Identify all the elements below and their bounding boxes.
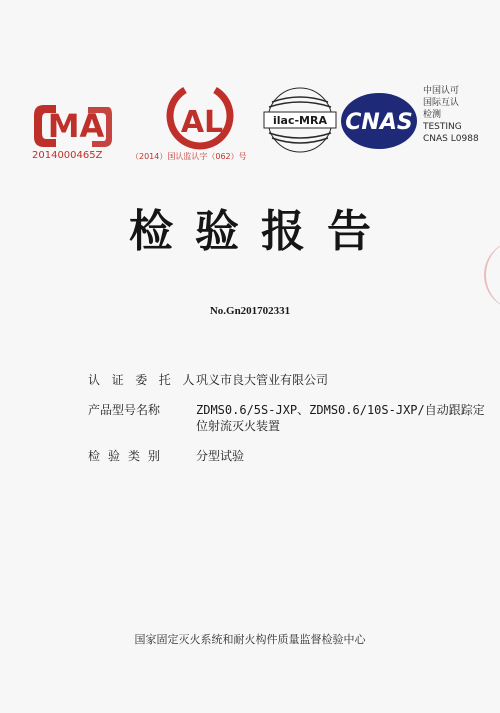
type-label: 检验类别: [88, 449, 169, 463]
cnas-line: 国际互认: [423, 98, 460, 108]
cnas-accreditation-text: [423, 85, 498, 145]
cal-code: （2014）国认监认字（062）号: [131, 152, 247, 161]
cnas-logo: [338, 90, 420, 152]
info-row-product: [88, 402, 493, 434]
cma-code: 2014000465Z: [32, 150, 103, 161]
info-row-client: [88, 372, 493, 388]
ilac-logo-text: ilac-MRA: [273, 114, 327, 127]
issuing-organization: 国家固定灭火系统和耐火构件质量监督检验中心: [134, 633, 366, 646]
cal-logo-text: AL: [180, 105, 224, 140]
product-value: ZDMS0.6/5S-JXP、ZDMS0.6/10S-JXP/自动跟踪定位射流灭火装置: [196, 403, 485, 433]
info-row-type: [88, 448, 493, 464]
product-label: 产品型号名称: [88, 403, 161, 417]
report-number: No.Gn201702331: [209, 305, 291, 317]
cnas-line: 中国认可: [423, 86, 460, 96]
ilac-mra-logo: [260, 84, 340, 156]
cnas-line: TESTING: [423, 122, 462, 132]
cnas-line: 检测: [423, 110, 442, 120]
cma-logo-text: MA: [47, 107, 105, 145]
client-label: 认证委托人: [88, 373, 207, 387]
report-title: 检验报告: [129, 206, 393, 257]
cnas-line: CNAS L0988: [423, 134, 479, 144]
type-value: 分型试验: [196, 449, 245, 463]
report-info: [88, 372, 493, 478]
cnas-logo-text: CNAS: [345, 110, 413, 135]
client-value: 巩义市良大管业有限公司: [196, 373, 329, 387]
